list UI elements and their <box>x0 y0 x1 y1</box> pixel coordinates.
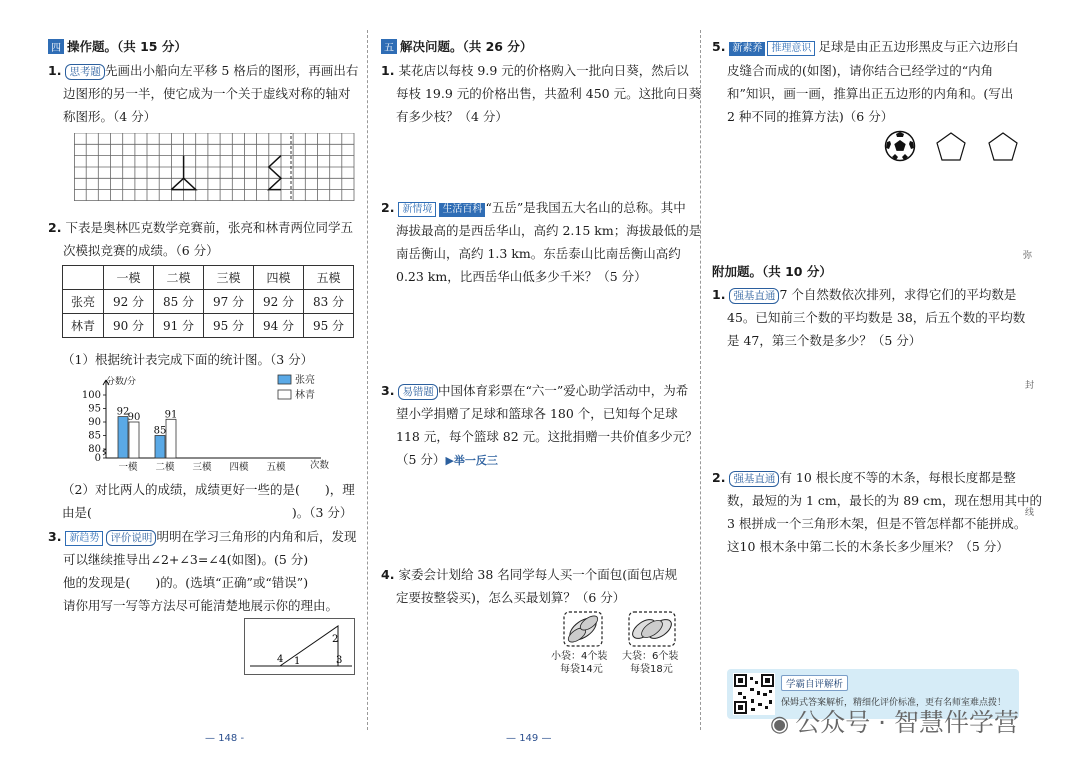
x-tick-label: 五模 <box>266 462 286 473</box>
side-mark: 封 <box>1025 381 1035 391</box>
tag-evaluation: 评价说明 <box>106 530 156 546</box>
question-text: 7 个自然数依次排列，求得它们的平均数是 <box>779 287 1017 302</box>
ad-title: 学霸自评解析 <box>781 675 848 691</box>
question-number: 3. <box>381 383 395 398</box>
large-bread-bag-icon <box>628 611 676 647</box>
left-q3-line4: 请你用写一写等方法尽可能清楚地展示你的理由。 <box>63 598 339 613</box>
wechat-watermark: ◉ 公众号 · 智慧伴学营 <box>770 708 1020 737</box>
small-bread-bag-icon <box>563 611 603 647</box>
table-header-cell: 三模 <box>204 266 254 290</box>
x-tick-label: 四模 <box>229 462 249 473</box>
pentagon-icon <box>937 133 965 160</box>
question-text: 明明在学习三角形的内角和后，发现 <box>156 529 357 544</box>
small-bag-spec: 小袋：4个装 <box>551 651 608 662</box>
left-q2-sub2-line1: （2）对比两人的成绩，成绩更好一些的是( )，理 <box>62 482 355 497</box>
tag-strong-foundation: 强基直通 <box>729 471 779 487</box>
question-text: 某花店以每枝 9.9 元的价格购入一批向日葵，然后以 <box>398 63 689 78</box>
question-text: 中国体育彩票在“六一”爱心助学活动中，为希 <box>437 383 689 398</box>
right-q5-line4: 2 种不同的推算方法)（6 分） <box>727 109 894 124</box>
mid-q4-line2: 定要按整袋买)，怎么买最划算？（6 分） <box>396 590 626 605</box>
score-table <box>62 265 354 338</box>
table-header-cell: 五模 <box>304 266 354 290</box>
table-cell: 林青 <box>63 314 104 338</box>
question-number: 3. <box>48 529 62 544</box>
mid-q2-line4: 0.23 km，比西岳华山低多少千米？（5 分） <box>396 269 647 284</box>
large-bag-spec: 大袋：6个装 <box>622 651 679 662</box>
tag-new-trend: 新趋势 <box>65 531 103 546</box>
chart-xlabel: 次数 <box>310 460 330 471</box>
question-number: 2. <box>48 220 62 235</box>
left-q3-line2: 可以继续推导出∠2+∠3=∠4(如图)。(5 分) <box>63 552 309 567</box>
polygon-figures <box>884 130 1024 164</box>
data-label: 85 <box>153 425 167 437</box>
x-tick-label: 三模 <box>192 462 212 473</box>
grid-lines <box>74 133 354 201</box>
table-header-cell: 四模 <box>254 266 304 290</box>
bar-chart <box>70 370 350 478</box>
column-divider-right <box>700 30 701 730</box>
left-q1-line2: 边图形的另一半，使它成为一个关于虚线对称的轴对 <box>63 86 351 101</box>
table-cell: 95 分 <box>304 314 354 338</box>
right-e2-line1 <box>712 468 1016 487</box>
mid-q1-line1 <box>381 61 689 79</box>
table-cell: 张亮 <box>63 290 104 314</box>
data-label: 91 <box>164 409 178 421</box>
wechat-icon: ◉ <box>770 712 790 737</box>
legend-label-zhangliang: 张亮 <box>295 375 315 386</box>
x-tick-label: 二模 <box>155 462 175 473</box>
angle-label-2: 2 <box>332 634 339 645</box>
qr-code-icon[interactable] <box>733 673 775 715</box>
mid-q2-line2: 海拔最高的是西岳华山，高约 2.15 km；海拔最低的是 <box>396 223 702 238</box>
question-number: 2. <box>712 470 726 485</box>
right-e2-line2: 数，最短的为 1 cm，最长的为 89 cm，现在想用其中的 <box>727 493 1042 508</box>
mid-q1-line2: 每枝 19.9 元的价格出售，共盈利 450 元。这批向日葵 <box>396 86 702 101</box>
section-four-header <box>48 37 187 55</box>
question-number: 2. <box>381 200 395 215</box>
right-e1-line3: 是 47，第三个数是多少？（5 分） <box>727 333 922 348</box>
table-header-cell: 一模 <box>104 266 154 290</box>
question-text: 先画出小船向左平移 5 格后的图形，再画出右 <box>104 63 359 78</box>
bar-林青 <box>166 419 176 458</box>
section-title: 解决问题。（共 26 分） <box>400 39 533 54</box>
right-q5-line2: 皮缝合而成的(如图)，请你结合已经学过的“内角 <box>727 63 994 78</box>
table-header-cell: 二模 <box>154 266 204 290</box>
table-cell: 92 分 <box>104 290 154 314</box>
column-divider-left <box>367 30 368 730</box>
mid-q2-line3: 南岳衡山，高约 1.3 km。东岳泰山比南岳衡山高约 <box>396 246 681 261</box>
left-q2-line2: 次模拟竞赛的成绩。（6 分） <box>63 243 219 258</box>
right-e1-line2: 45。已知前三个数的平均数是 38，后五个数的平均数 <box>727 310 1026 325</box>
bar-张亮 <box>155 436 165 459</box>
angle-label-1: 1 <box>294 656 301 667</box>
question-number: 1. <box>48 63 62 78</box>
mid-q4-line1 <box>381 565 677 583</box>
bar-张亮 <box>118 417 128 458</box>
extra-section-title: 附加题。（共 10 分） <box>712 264 832 279</box>
table-row <box>63 314 354 338</box>
question-number: 1. <box>712 287 726 302</box>
mid-q3-line3: 118 元，每个篮球 82 元。这批捐赠一共价值多少元？ <box>396 429 698 444</box>
section-title: 操作题。（共 15 分） <box>67 39 187 54</box>
left-q2-line1 <box>48 218 353 236</box>
left-q2-sub1: （1）根据统计表完成下面的统计图。（3 分） <box>62 352 314 367</box>
page-number-left: — 148 - <box>205 733 245 744</box>
data-label: 92 <box>116 406 130 418</box>
question-number: 4. <box>381 567 395 582</box>
question-text: 下表是奥林匹克数学竞赛前，张亮和林青两位同学五 <box>65 220 353 235</box>
question-number: 1. <box>381 63 395 78</box>
small-bag-price: 每袋14元 <box>560 664 603 675</box>
link-more-examples[interactable]: ▶举一反三 <box>445 454 498 467</box>
question-text: 足球是由正五边形黑皮与正六边形白 <box>818 39 1019 54</box>
table-row <box>63 290 354 314</box>
question-number: 5. <box>712 39 726 54</box>
tag-new-context: 新情境 <box>398 202 436 217</box>
table-cell <box>63 266 104 290</box>
tag-error-prone: 易错题 <box>398 384 438 400</box>
table-header-row <box>63 266 354 290</box>
legend-swatch-linqing <box>278 390 291 399</box>
y-tick-label: 95 <box>88 403 101 415</box>
angle-label-3: 3 <box>336 655 343 666</box>
tag-new-literacy: 新素养 <box>729 42 765 56</box>
left-q1-line1 <box>48 61 358 80</box>
right-e2-line4: 这10 根木条中第二长的木条长多少厘米？（5 分） <box>727 539 1009 554</box>
side-mark: 弥 <box>1023 251 1033 261</box>
right-q5-line3: 和”知识，画一画，推算出正五边形的内角和。(写出 <box>727 86 1014 101</box>
tag-reasoning: 推理意识 <box>767 41 815 56</box>
ad-description: 保姆式答案解析，精细化评价标准，更有名师室难点拨！ <box>781 698 1007 708</box>
mid-q2-line1 <box>381 198 686 217</box>
right-q5-line1 <box>712 37 1018 56</box>
left-q3-line1 <box>48 527 356 546</box>
mid-q3-line2: 望小学捐赠了足球和篮球各 180 个，已知每个足球 <box>396 406 678 421</box>
legend-label-linqing: 林青 <box>295 390 315 401</box>
soccer-ball-icon <box>886 132 915 161</box>
mid-q3-line4: （5 分）▶举一反三 <box>396 452 498 467</box>
side-mark: 线 <box>1025 508 1035 518</box>
y-tick-label: 90 <box>88 417 101 428</box>
table-cell: 85 分 <box>154 290 204 314</box>
x-tick-label: 一模 <box>118 462 138 473</box>
half-figure <box>269 156 281 190</box>
pentagon-icon <box>989 133 1017 160</box>
table-cell: 95 分 <box>204 314 254 338</box>
y-tick-label: 0 <box>94 453 101 464</box>
right-e1-line1 <box>712 285 1016 304</box>
y-tick-label: 100 <box>81 390 101 401</box>
y-tick-label: 85 <box>88 430 101 442</box>
right-e2-line3: 3 根拼成一个三角形木架，但是不管怎样都不能拼成。 <box>727 516 1027 531</box>
chart-ylabel: 分数/分 <box>106 377 137 387</box>
question-text: 家委会计划给 38 名同学每人买一个面包(面包店规 <box>398 567 678 582</box>
tag-life-encyclopedia: 生活百科 <box>439 203 485 217</box>
section-badge: 四 <box>48 39 64 54</box>
bar-林青 <box>129 422 139 458</box>
tag-strong-foundation: 强基直通 <box>729 288 779 304</box>
table-cell: 91 分 <box>154 314 204 338</box>
tag-thinking: 思考题 <box>65 64 105 80</box>
table-cell: 94 分 <box>254 314 304 338</box>
y-tick-label: 80 <box>88 444 101 455</box>
table-cell: 83 分 <box>304 290 354 314</box>
left-q2-sub2-line2: 由是( )。（3 分） <box>62 505 353 520</box>
grid-figure <box>74 133 355 201</box>
question-text: 有 10 根长度不等的木条，每根长度都是整 <box>779 470 1016 485</box>
chart-legend <box>278 374 315 401</box>
table-cell: 92 分 <box>254 290 304 314</box>
triangle-angle-figure <box>244 618 355 675</box>
question-text: “五岳”是我国五大名山的总称。其中 <box>485 200 686 215</box>
data-label: 90 <box>127 412 141 423</box>
section-five-header <box>381 37 532 55</box>
table-cell: 90 分 <box>104 314 154 338</box>
left-q1-line3: 称图形。（4 分） <box>63 109 157 124</box>
section-badge: 五 <box>381 39 397 54</box>
angle-label-4: 4 <box>277 654 284 665</box>
large-bag-price: 每袋18元 <box>630 664 673 675</box>
mid-q1-line3: 有多少枝？（4 分） <box>396 109 508 124</box>
left-q3-line3: 他的发现是( )的。(选填“正确”或“错误”) <box>63 575 309 590</box>
legend-swatch-zhangliang <box>278 375 291 384</box>
table-cell: 97 分 <box>204 290 254 314</box>
page-number-right: — 149 — <box>506 733 552 744</box>
mid-q3-line1 <box>381 381 688 400</box>
